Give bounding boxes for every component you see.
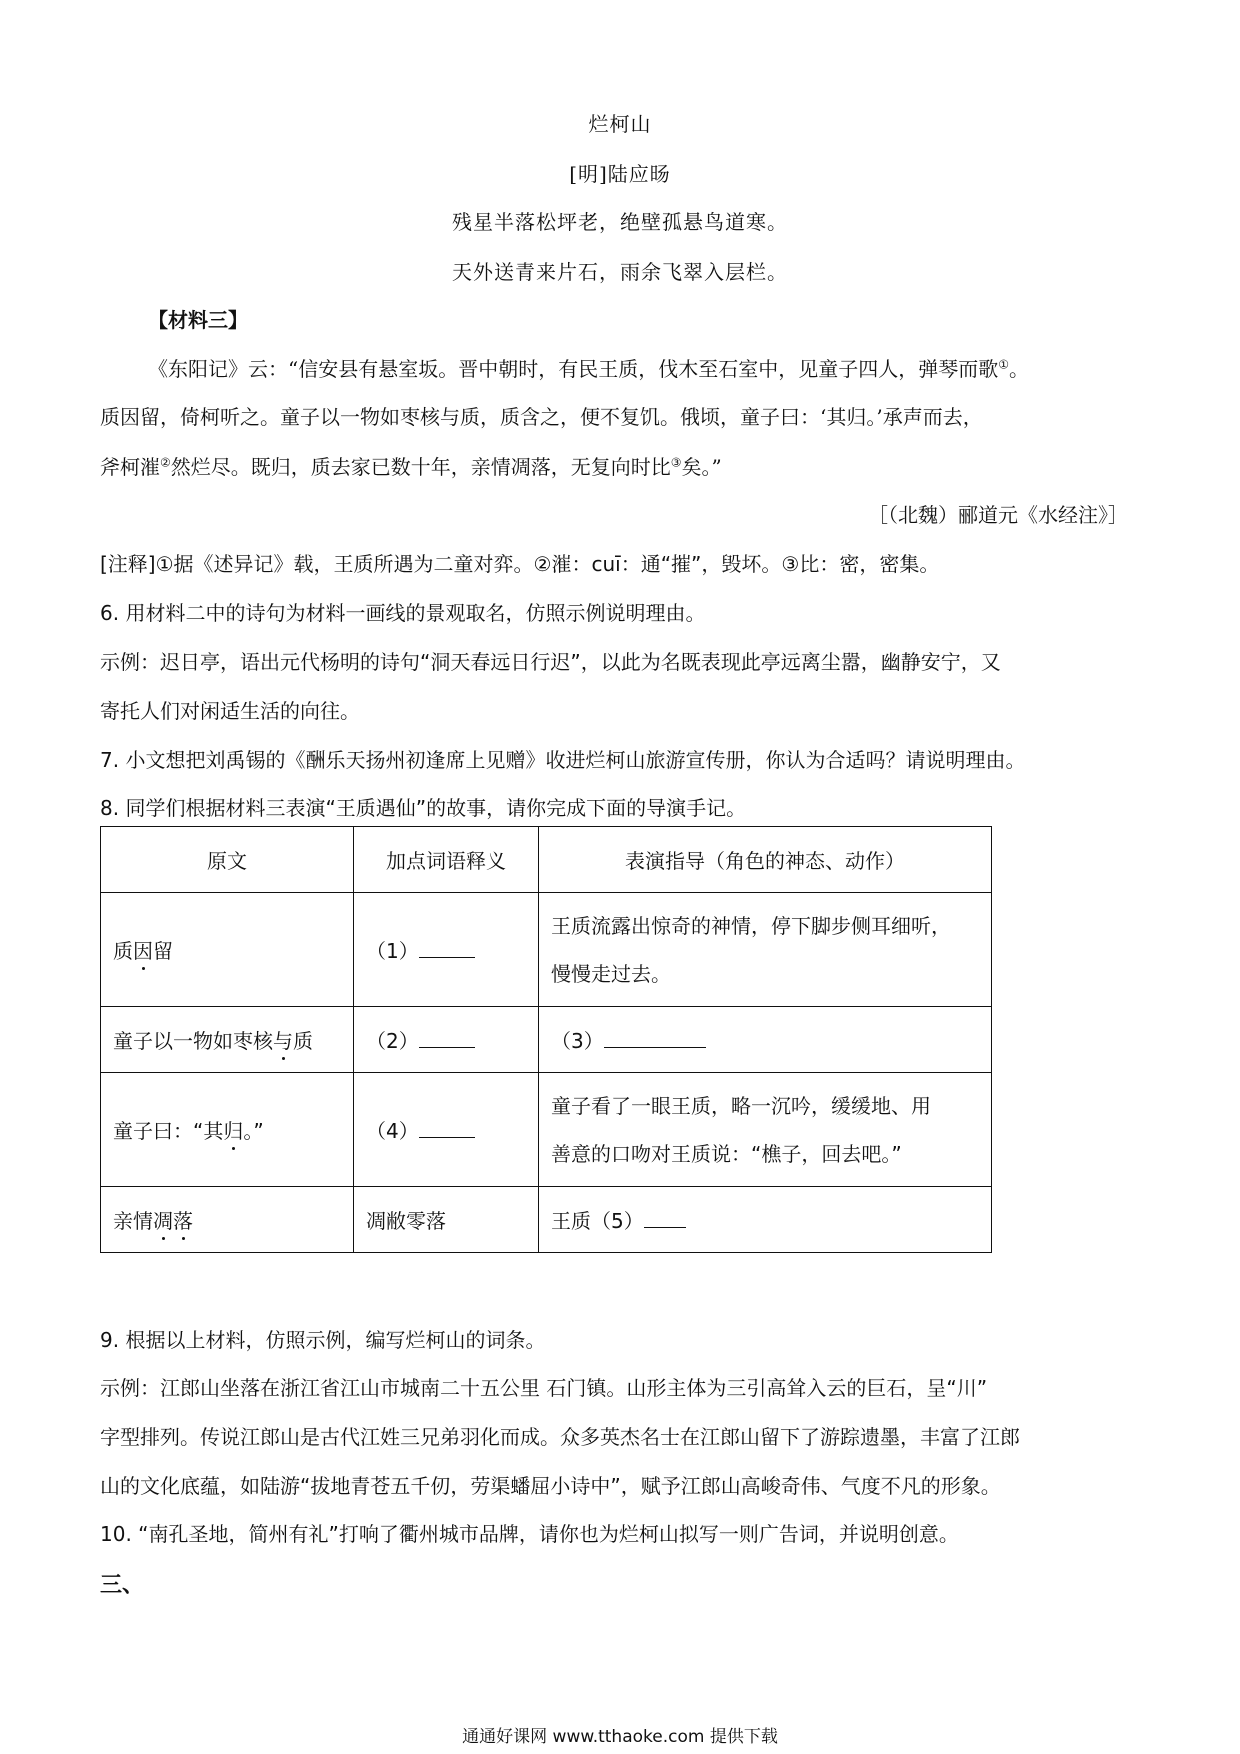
- director-notes-table: [100, 826, 992, 1253]
- poem-title: 烂柯山: [588, 112, 652, 136]
- table-cell-meaning[interactable]: （1）: [354, 893, 539, 1007]
- question-9-example-line-3: 山的文化底蕴，如陆游“拔地青苍五千仞，劳渠蟠屈小诗中”，赋予江郎山高峻奇伟、气度不凡的形象。: [100, 1474, 1001, 1498]
- table-row: [101, 1007, 992, 1073]
- answer-blank-2[interactable]: [419, 1029, 475, 1048]
- table-cell-guidance[interactable]: 王质（5）: [539, 1187, 992, 1253]
- table-row: [101, 1073, 992, 1187]
- table-cell-original: 质因留: [101, 893, 354, 1007]
- poem-line-1: 残星半落松坪老，绝壁孤悬鸟道寒。: [452, 210, 788, 234]
- poem-author: [明]陆应旸: [569, 162, 671, 186]
- table-header-original: 原文: [101, 827, 354, 893]
- table-cell-guidance: 王质流露出惊奇的神情，停下脚步侧耳细听， 慢慢走过去。: [539, 893, 992, 1007]
- table-cell-original: 童子以一物如枣核与质: [101, 1007, 354, 1073]
- poem-line-2: 天外送青来片石，雨余飞翠入层栏。: [452, 260, 788, 284]
- question-6: 6. 用材料二中的诗句为材料一画线的景观取名，仿照示例说明理由。: [100, 601, 706, 625]
- question-9-example-line-2: 字型排列。传说江郎山是古代江姓三兄弟羽化而成。众多英杰名士在江郎山留下了游踪遗墨，丰富了江郎: [100, 1425, 1020, 1449]
- material3-paragraph-line-3: 斧柯漼②然烂尽。既归，质去家已数十年，亲情凋落，无复向时比③矣。”: [100, 455, 722, 479]
- question-6-example-line-1: 示例：迟日亭，语出元代杨明的诗句“洞天春远日行迟”，以此为名既表现此亭远离尘嚣，幽静安宁，又: [100, 650, 1001, 674]
- material3-paragraph-line-2: 质因留，倚柯听之。童子以一物如枣核与质，质含之，便不复饥。俄顷，童子曰：‘其归。’承声而去，: [100, 405, 983, 429]
- table-cell-original: 亲情凋落: [101, 1187, 354, 1253]
- table-cell-original: 童子曰：“其归。”: [101, 1073, 354, 1187]
- question-9-example-line-1: 示例：江郎山坐落在浙江省江山市城南二十五公里 石门镇。山形主体为三引高耸入云的巨石，呈“川”: [100, 1376, 988, 1400]
- answer-blank-1[interactable]: [419, 939, 475, 958]
- table-header-meaning: 加点词语释义: [354, 827, 539, 893]
- question-10: 10. “南孔圣地，简州有礼”打响了衢州城市品牌，请你也为烂柯山拟写一则广告词，并说明创意。: [100, 1522, 959, 1546]
- material3-paragraph-line-1: 《东阳记》云：“信安县有悬室坂。晋中朝时，有民王质，伐木至石室中，见童子四人，弹琴而歌①。: [148, 357, 1029, 381]
- question-6-example-line-2: 寄托人们对闲适生活的向往。: [100, 699, 360, 723]
- table-cell-guidance: 童子看了一眼王质，略一沉吟，缓缓地、用 善意的口吻对王质说：“樵子，回去吧。”: [539, 1073, 992, 1187]
- table-header-guidance: 表演指导（角色的神态、动作）: [539, 827, 992, 893]
- question-8: 8. 同学们根据材料三表演“王质遇仙”的故事，请你完成下面的导演手记。: [100, 796, 747, 820]
- footer-source: 通通好课网 www.tthaoke.com 提供下载: [462, 1727, 778, 1747]
- answer-blank-5[interactable]: [644, 1209, 686, 1228]
- table-header-row: [101, 827, 992, 893]
- question-9: 9. 根据以上材料，仿照示例，编写烂柯山的词条。: [100, 1328, 546, 1352]
- question-7: 7. 小文想把刘禹锡的《酬乐天扬州初逢席上见赠》收进烂柯山旅游宣传册，你认为合适吗？请说明理由。: [100, 748, 1026, 772]
- table-cell-meaning: 凋敝零落: [354, 1187, 539, 1253]
- answer-blank-4[interactable]: [419, 1119, 475, 1138]
- material3-notes: [注释]①据《述异记》载，王质所遇为二童对弈。②漼：cuī：通“摧”，毁坏。③比：密，密集。: [100, 552, 940, 576]
- section-3-heading: 三、: [100, 1573, 145, 1598]
- table-row: [101, 1187, 992, 1253]
- table-row: [101, 893, 992, 1007]
- table-cell-meaning[interactable]: （2）: [354, 1007, 539, 1073]
- table-cell-meaning[interactable]: （4）: [354, 1073, 539, 1187]
- answer-blank-3[interactable]: [604, 1029, 706, 1048]
- table-cell-guidance[interactable]: （3）: [539, 1007, 992, 1073]
- material3-source: ［（北魏）郦道元《水经注》］: [868, 503, 1128, 527]
- material3-heading: 【材料三】: [148, 308, 248, 332]
